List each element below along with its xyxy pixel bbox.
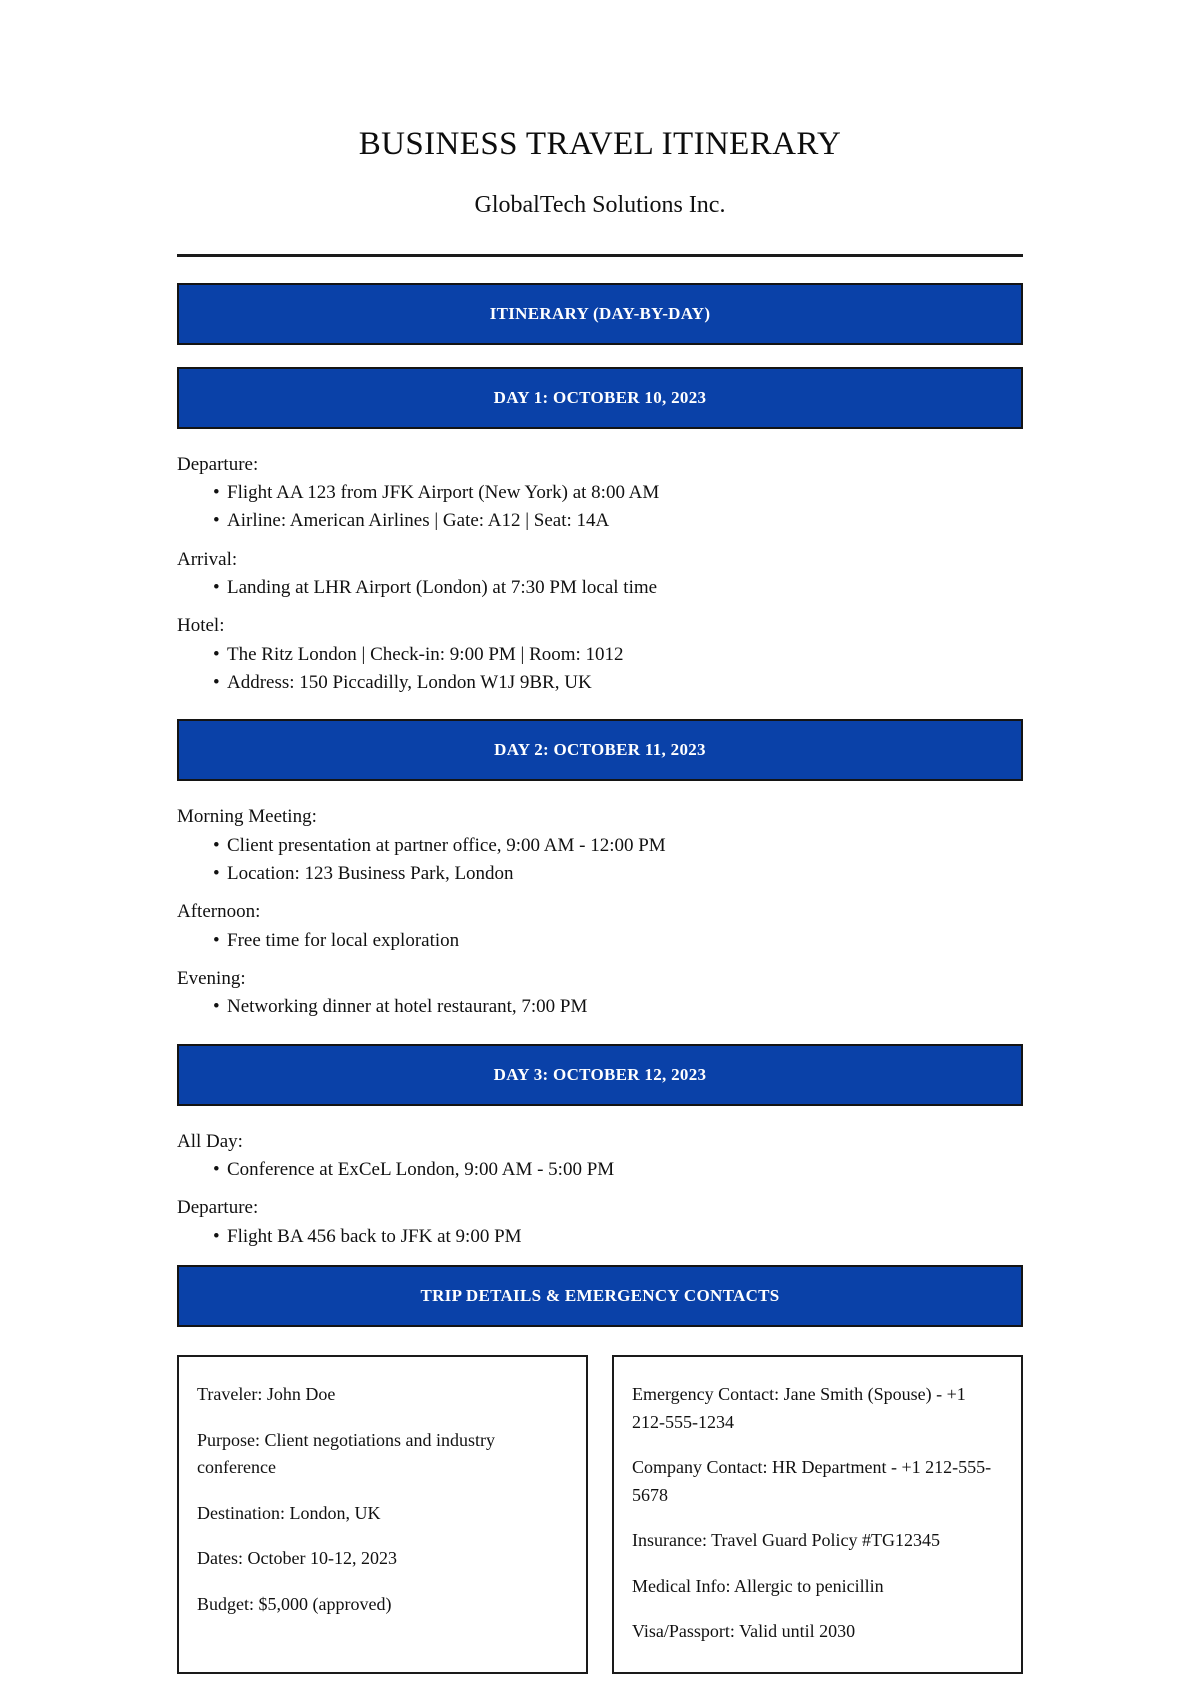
visa-passport-info: Visa/Passport: Valid until 2030 [632, 1621, 856, 1642]
trip-info-destination: Destination: London, UK [197, 1502, 381, 1523]
day-3-body [177, 1106, 1023, 1252]
trip-details-grid [177, 1355, 1023, 1674]
day-3-group-0-label: All Day: [177, 1130, 243, 1152]
day-1-group-1-list [177, 574, 1023, 602]
company-contact: Company Contact: HR Department - +1 212-555-5678 [632, 1457, 992, 1505]
list-item: • Conference at ExCeL London, 9:00 AM - 5:00 PM [213, 1156, 1023, 1184]
insurance-info: Insurance: Travel Guard Policy #TG12345 [632, 1530, 940, 1551]
list-item: • Flight AA 123 from JFK Airport (New York) at 8:00 AM [213, 479, 1023, 507]
section-header-trip-details [177, 1265, 1023, 1327]
day-1-group-1-label: Arrival: [177, 548, 238, 570]
day-2-group-2-label: Evening: [177, 967, 246, 989]
medical-info: Medical Info: Allergic to penicillin [632, 1575, 884, 1596]
list-item: • Free time for local exploration [213, 927, 1023, 955]
day-3-group-0-list [177, 1156, 1023, 1184]
title-divider [177, 254, 1023, 257]
document-content [177, 283, 1023, 1674]
section-header-day-1 [177, 367, 1023, 429]
trip-info-purpose: Purpose: Client negotiations and industry conference [197, 1429, 495, 1478]
list-item: • Address: 150 Piccadilly, London W1J 9BR, UK [213, 669, 1023, 697]
day-2-body [177, 781, 1023, 1021]
list-item: • Landing at LHR Airport (London) at 7:30 PM local time [213, 574, 1023, 602]
list-item: • The Ritz London | Check-in: 9:00 PM | Room: 1012 [213, 641, 1023, 669]
list-item: • Airline: American Airlines | Gate: A12 | Seat: 14A [213, 507, 1023, 535]
section-header-day-3 [177, 1044, 1023, 1106]
day-3-label: DAY 3: OCTOBER 12, 2023 [493, 1064, 707, 1084]
page-title: BUSINESS TRAVEL ITINERARY [358, 126, 842, 162]
day-3-group-1-list [177, 1223, 1023, 1251]
list-item: • Networking dinner at hotel restaurant, 7:00 PM [213, 993, 1023, 1021]
day-2-label: DAY 2: OCTOBER 11, 2023 [494, 740, 706, 760]
list-item: • Flight BA 456 back to JFK at 9:00 PM [213, 1223, 1023, 1251]
day-1-group-2-list [177, 641, 1023, 697]
emergency-contacts-box [612, 1355, 1023, 1674]
section-header-itinerary-label: ITINERARY (DAY-BY-DAY) [489, 303, 711, 323]
trip-info-budget: Budget: $5,000 (approved) [197, 1593, 392, 1614]
day-1-body [177, 429, 1023, 697]
day-2-group-0-label: Morning Meeting: [177, 806, 317, 828]
day-1-group-0-list [177, 479, 1023, 535]
day-3-group-1-label: Departure: [177, 1197, 259, 1219]
trip-info-box [177, 1355, 588, 1674]
emergency-contact: Emergency Contact: Jane Smith (Spouse) - +1 212-555-1234 [632, 1384, 966, 1432]
company-name: GlobalTech Solutions Inc. [474, 192, 726, 219]
day-1-group-0-label: Departure: [177, 453, 259, 475]
day-2-group-1-list [177, 927, 1023, 955]
trip-details-label: TRIP DETAILS & EMERGENCY CONTACTS [420, 1286, 780, 1306]
day-2-group-1-label: Afternoon: [177, 901, 261, 923]
list-item: • Client presentation at partner office, 9:00 AM - 12:00 PM [213, 832, 1023, 860]
trip-info-traveler: Traveler: John Doe [197, 1384, 336, 1405]
trip-info-dates: Dates: October 10-12, 2023 [197, 1548, 397, 1569]
section-header-itinerary [177, 283, 1023, 345]
document-masthead [0, 0, 1200, 257]
section-header-day-2 [177, 719, 1023, 781]
list-item: • Location: 123 Business Park, London [213, 860, 1023, 888]
day-1-group-2-label: Hotel: [177, 615, 225, 637]
day-1-label: DAY 1: OCTOBER 10, 2023 [493, 387, 707, 407]
day-2-group-2-list [177, 993, 1023, 1021]
day-2-group-0-list [177, 832, 1023, 888]
